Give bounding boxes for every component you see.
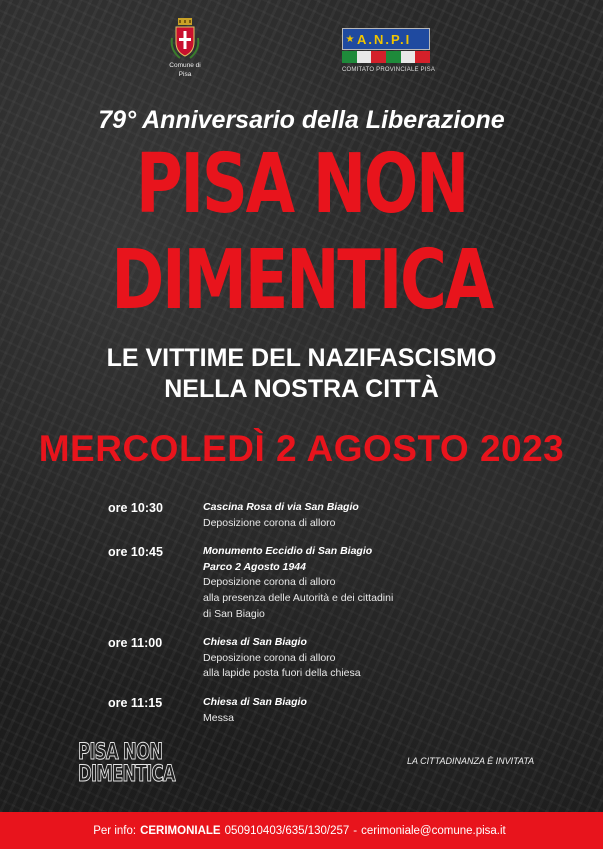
anniversary-heading: 79° Anniversario della Liberazione: [98, 106, 505, 134]
event-time: ore 11:15: [108, 695, 163, 710]
anpi-text: A.N.P.I: [357, 31, 412, 47]
event-place: Chiesa di San Biagio: [203, 636, 307, 649]
anpi-badge: [342, 28, 430, 50]
subtitle-line-1: LE VITTIME DEL NAZIFASCISMO: [106, 344, 497, 372]
program-item: [108, 544, 508, 622]
coat-of-arms-icon: [170, 18, 200, 60]
anpi-caption: COMITATO PROVINCIALE PISA: [342, 67, 436, 73]
program-item: [108, 500, 508, 531]
logo-line-2: DIMENTICA: [78, 762, 175, 787]
pisa-non-dimentica-logo: [78, 740, 175, 787]
event-description: Deposizione corona di alloro: [203, 576, 336, 589]
event-place: Monumento Eccidio di San Biagio: [203, 545, 373, 558]
subtitle-line-2: NELLA NOSTRA CITTÀ: [164, 375, 439, 403]
title-line-2: DIMENTICA: [111, 233, 492, 328]
comune-caption-1: Comune di: [169, 62, 201, 69]
invitation-note: LA CITTADINANZA È INVITATA: [407, 756, 535, 766]
event-time: ore 10:30: [108, 501, 163, 515]
event-time: ore 10:45: [108, 545, 163, 560]
comune-caption-2: Pisa: [178, 71, 192, 78]
event-description: Deposizione corona di alloro: [203, 516, 336, 529]
event-description: Messa: [203, 711, 234, 724]
event-date: MERCOLEDÌ 2 AGOSTO 2023: [38, 428, 565, 469]
event-place: Cascina Rosa di via San Biagio: [203, 501, 359, 513]
event-description: Deposizione corona di alloro: [203, 651, 336, 664]
footer-separator: -: [353, 824, 358, 837]
program-item: [108, 695, 508, 726]
event-description: alla lapide posta fuori della chiesa: [203, 667, 361, 680]
italian-flag-icon: [342, 51, 430, 63]
event-time: ore 11:00: [108, 636, 163, 651]
title-line-1: PISA NON: [135, 137, 468, 232]
footer-org: CERIMONIALE: [140, 824, 221, 837]
footer-prefix: Per info:: [93, 824, 137, 837]
footer-email[interactable]: cerimoniale@comune.pisa.it: [361, 824, 506, 837]
footer-bar: [0, 812, 603, 849]
event-description: alla presenza delle Autorità e dei cittadini: [203, 591, 394, 604]
footer-phones: 050910403/635/130/257: [224, 824, 350, 837]
star-icon: ★: [345, 33, 355, 45]
event-description: di San Biagio: [203, 607, 265, 620]
event-place: Parco 2 Agosto 1944: [203, 560, 306, 573]
logo-line-1: PISA NON: [78, 740, 163, 765]
anpi-logo: [342, 28, 436, 73]
program-item: [108, 635, 508, 682]
event-place: Chiesa di San Biagio: [203, 695, 307, 708]
comune-di-pisa-logo: [163, 18, 207, 78]
program-schedule: [108, 500, 508, 739]
